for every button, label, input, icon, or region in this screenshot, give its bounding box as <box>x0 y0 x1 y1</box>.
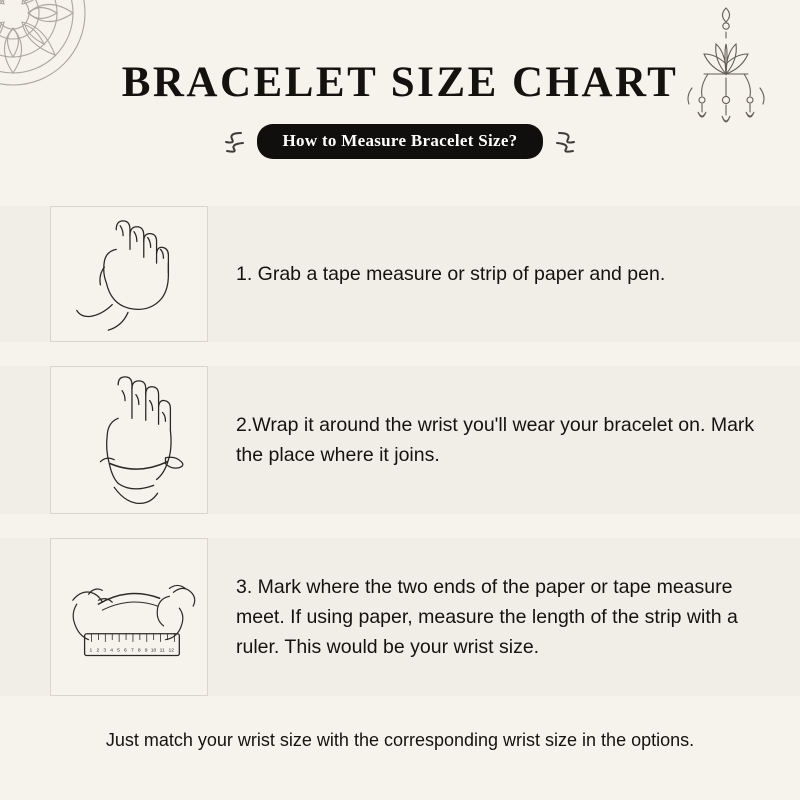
svg-text:2: 2 <box>96 648 100 654</box>
squiggle-ornament-right <box>553 129 579 155</box>
svg-text:1: 1 <box>89 648 93 654</box>
subtitle-row <box>0 124 800 159</box>
subtitle-pill: How to Measure Bracelet Size? <box>257 124 544 159</box>
svg-text:3: 3 <box>103 648 107 654</box>
footer-note: Just match your wrist size with the corresponding wrist size in the options. <box>105 730 695 750</box>
list-item <box>0 366 800 514</box>
step-text: 2.Wrap it around the wrist you'll wear your bracelet on. Mark the place where it joins. <box>236 413 755 466</box>
svg-text:6: 6 <box>124 648 127 654</box>
steps-list <box>0 206 800 720</box>
list-item <box>0 538 800 696</box>
svg-text:9: 9 <box>144 648 148 654</box>
svg-text:10: 10 <box>150 648 157 654</box>
hand-with-tape-around-wrist-illustration <box>50 366 208 514</box>
svg-text:11: 11 <box>159 648 165 654</box>
svg-text:4: 4 <box>110 648 114 654</box>
svg-text:5: 5 <box>117 648 120 654</box>
step-text: 1. Grab a tape measure or strip of paper and pen. <box>236 262 666 285</box>
page-title: BRACELET SIZE CHART <box>121 59 679 106</box>
step-text: 3. Mark where the two ends of the paper or tape measure meet. If using paper, measure the length of the strip with a ruler. This would be your wrist size. <box>236 575 738 659</box>
hand-fist-illustration <box>50 206 208 342</box>
squiggle-ornament-left <box>221 129 247 155</box>
hands-measuring-with-ruler-illustration <box>50 538 208 696</box>
list-item <box>0 206 800 342</box>
svg-text:7: 7 <box>130 648 134 654</box>
svg-text:12: 12 <box>168 648 174 654</box>
svg-text:8: 8 <box>137 648 141 654</box>
